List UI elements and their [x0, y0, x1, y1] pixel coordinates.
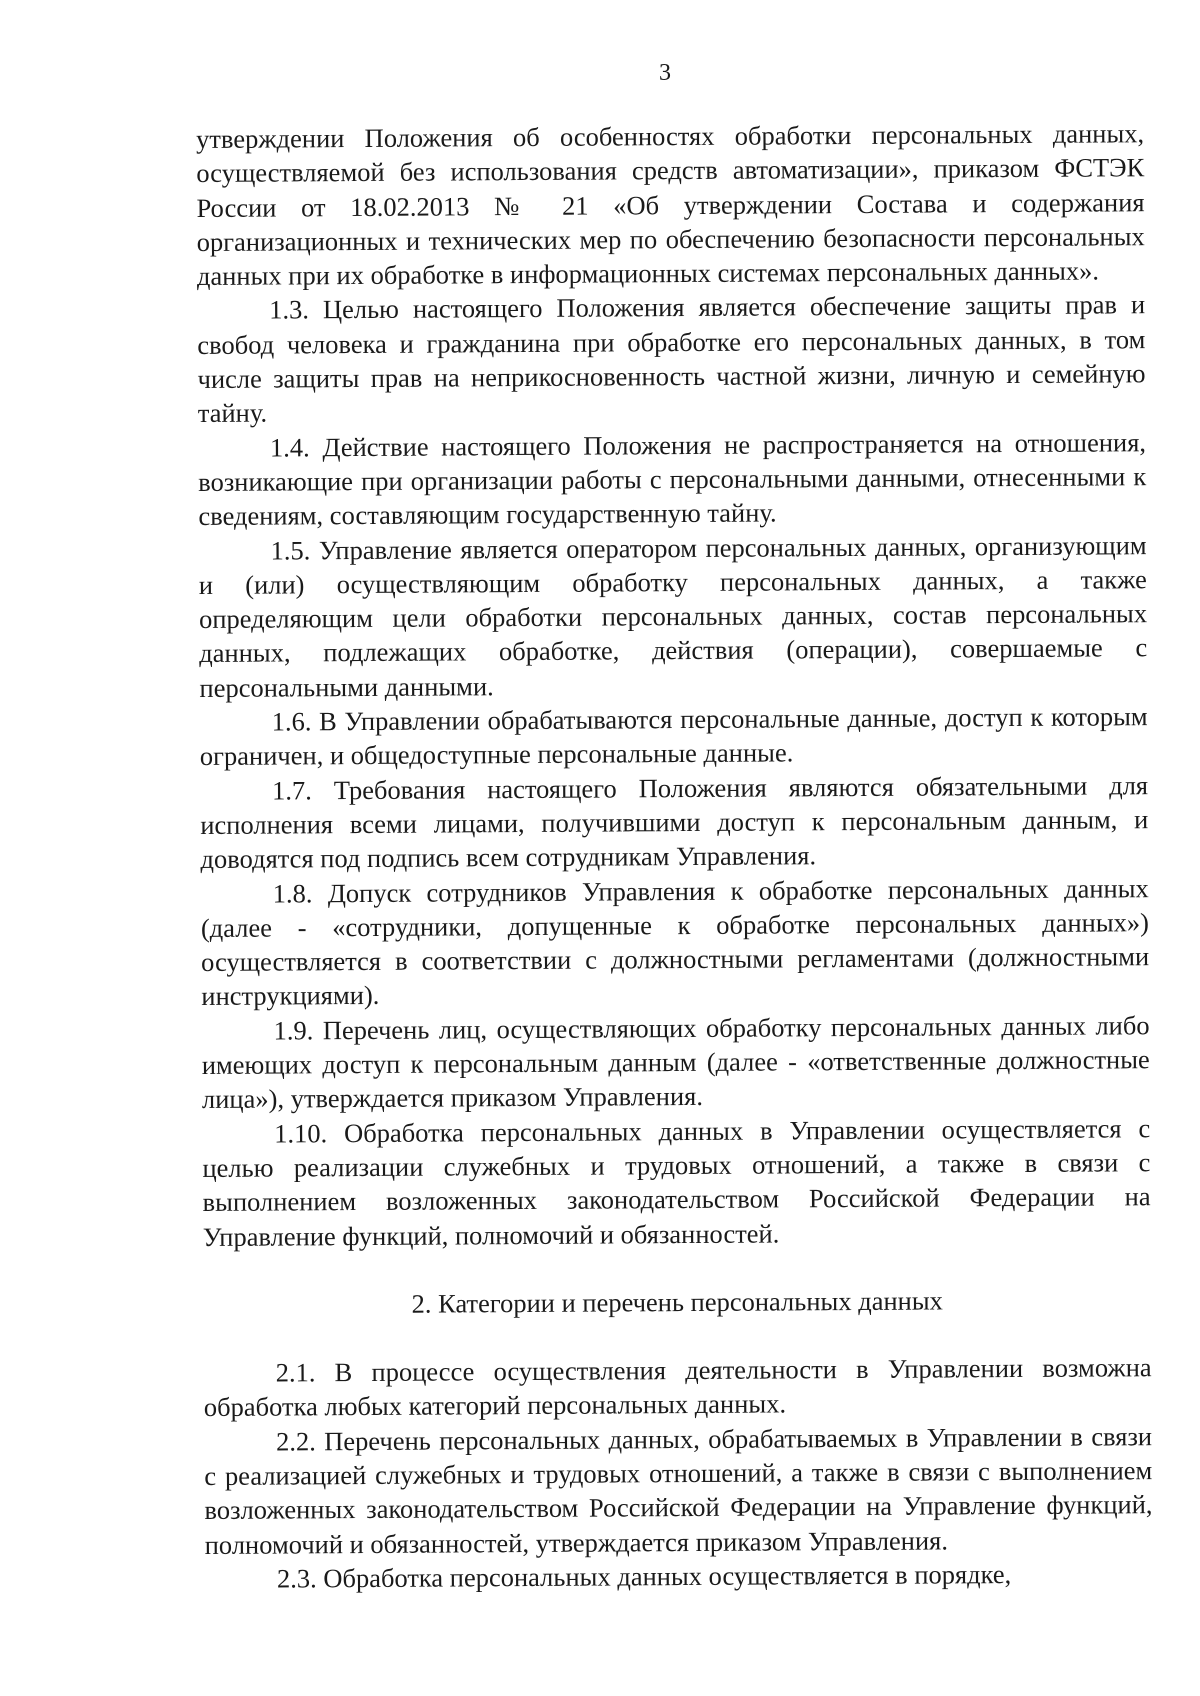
- paragraph-1-9: 1.9. Перечень лиц, осуществляющих обработку персональных данных либо имеющих доступ к персональным данным (далее - «ответственные должностные лица»), утверждается приказом Управления.: [201, 1009, 1150, 1115]
- paragraph-continuation: утверждении Положения об особенностях обработки персональных данных, осуществляемой без использования средств автоматизации», приказом ФСТЭК России от 18.02.2013 № 21 «Об утверждении Состава и содержания организационных и технических мер по обеспечению безопасности персональных данных при их обработке в информационных системах персональных данных».: [196, 118, 1145, 292]
- paragraph-1-3: 1.3. Целью настоящего Положения является обеспечение защиты прав и свобод человека и гражданина при обработке его персональных данных, в том числе защиты прав на неприкосновенность частной жизни, личную и семейную тайну.: [197, 289, 1146, 429]
- paragraph-2-1: 2.1. В процессе осуществления деятельности в Управлении возможна обработка любых категорий персональных данных.: [203, 1352, 1152, 1423]
- section-2-heading: 2. Категории и перечень персональных данных: [411, 1285, 943, 1319]
- paragraph-1-6: 1.6. В Управлении обрабатываются персональные данные, доступ к которым ограничен, и общедоступные персональные данные.: [199, 701, 1148, 772]
- page-number: 3: [659, 60, 671, 86]
- document-body: [196, 116, 1153, 1596]
- paragraph-2-3: 2.3. Обработка персональных данных осуществляется в порядке,: [276, 1558, 1012, 1594]
- paragraph-1-7: 1.7. Требования настоящего Положения являются обязательными для исполнения всеми лицами, получившими доступ к персональным данным, и доводятся под подпись всем сотрудникам Управления.: [200, 769, 1149, 875]
- paragraph-2-2: 2.2. Перечень персональных данных, обрабатываемых в Управлении в связи с реализацией служебных и трудовых отношений, а также в связи с выполнением возложенных законодательством Российской Федерации на Управление функций, полномочий и обязанностей, утверждается приказом Управления.: [204, 1420, 1153, 1560]
- paragraph-1-8: 1.8. Допуск сотрудников Управления к обработке персональных данных (далее - «сотрудники, допущенные к обработке персональных данных») осуществляется в соответствии с должностными регламентами (должностными инструкциями).: [200, 872, 1150, 1012]
- paragraph-1-10: 1.10. Обработка персональных данных в Управлении осуществляется с целью реализации служебных и трудовых отношений, а также в связи с выполнением возложенных законодательством Российской Федерации на Управление функций, полномочий и обязанностей.: [202, 1112, 1151, 1252]
- paragraph-1-4: 1.4. Действие настоящего Положения не распространяется на отношения, возникающие при организации работы с персональными данными, отнесенными к сведениям, составляющим государственную тайну.: [198, 426, 1147, 532]
- paragraph-1-5: 1.5. Управление является оператором персональных данных, организующим и (или) осуществляющим обработку персональных данных, а также определяющим цели обработки персональных данных, состав персональных данных, подлежащих обработке, действия (операции), совершаемые с персональными данными.: [198, 529, 1148, 703]
